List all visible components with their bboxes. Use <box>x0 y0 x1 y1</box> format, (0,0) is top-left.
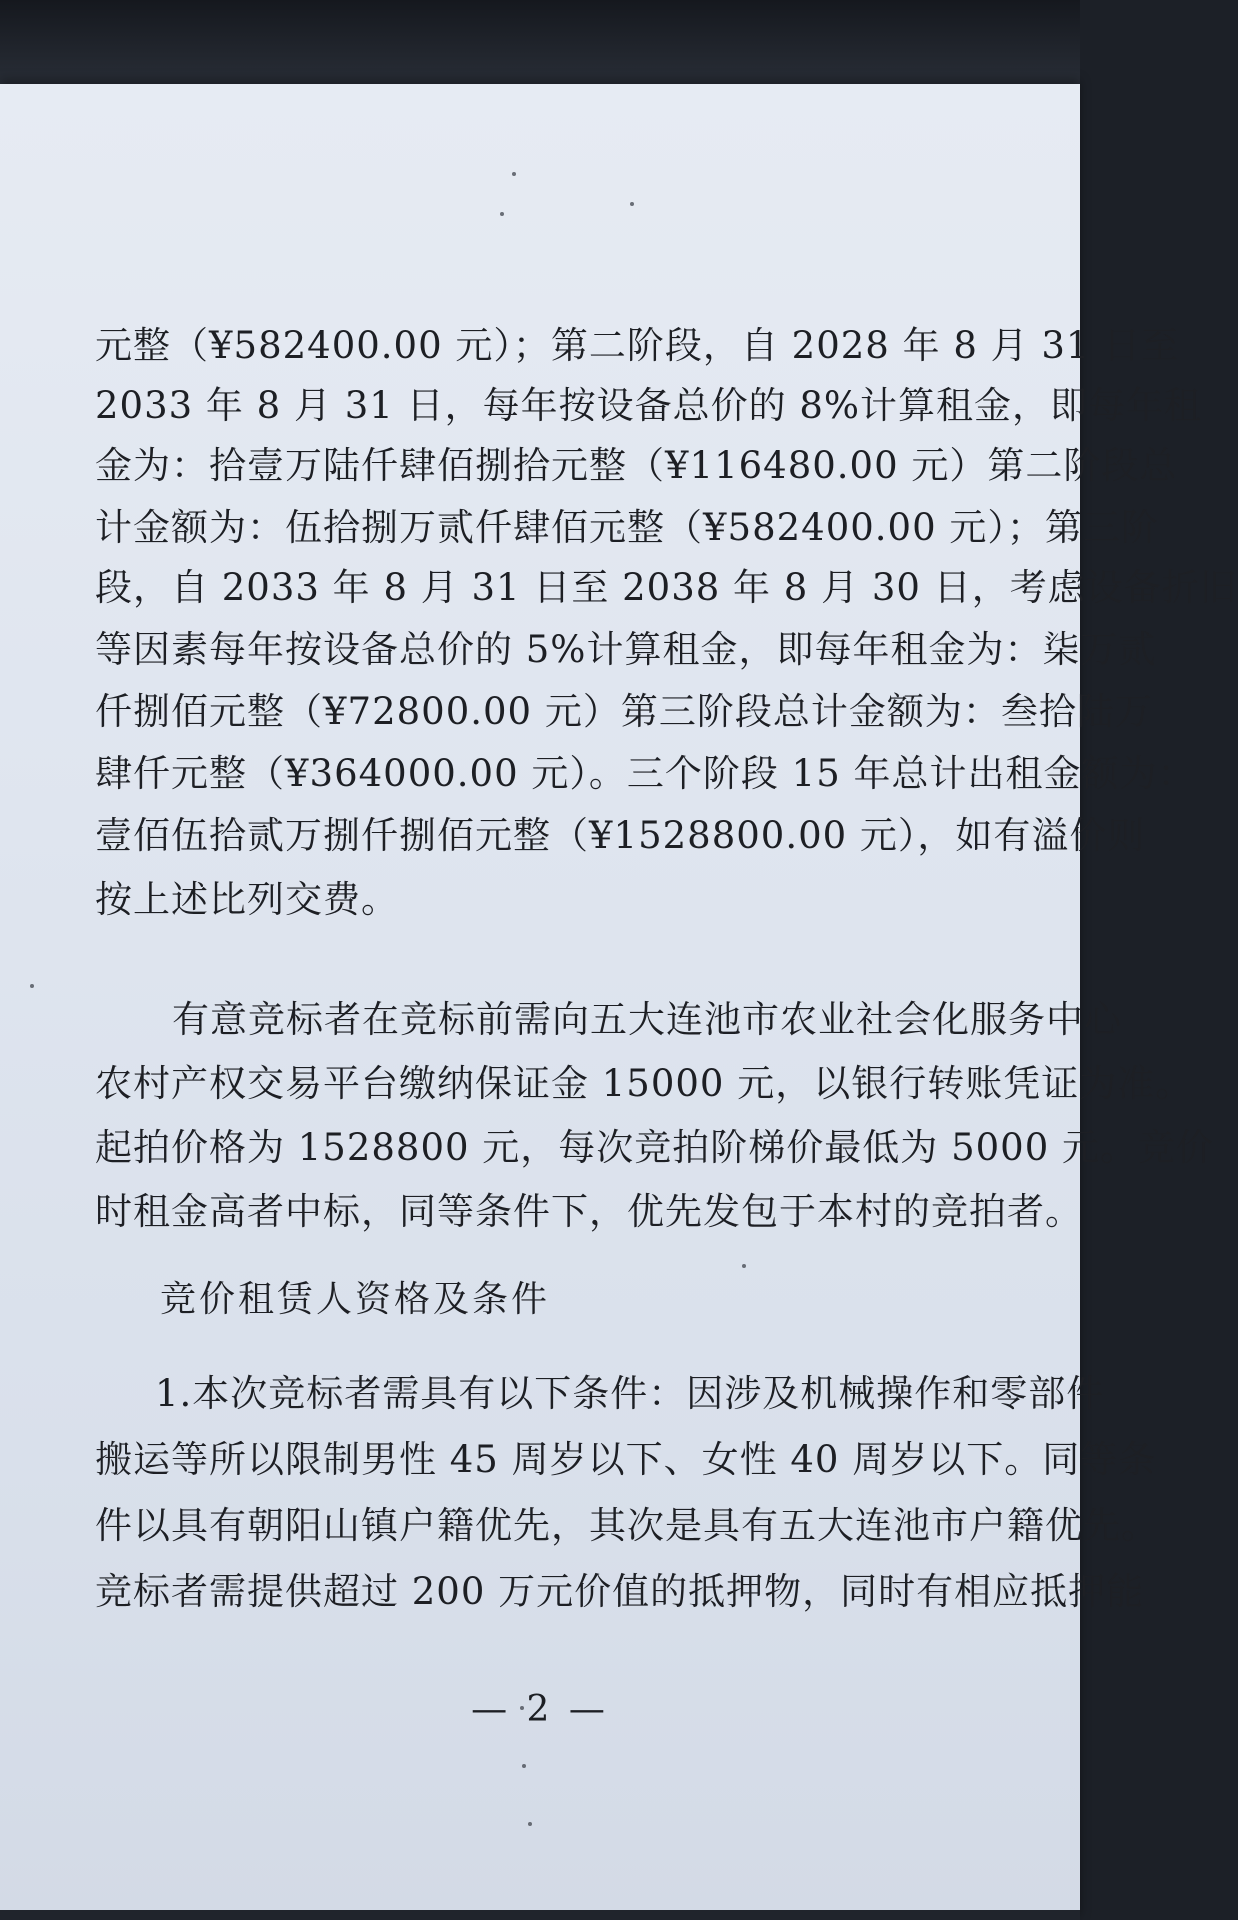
paper-speck <box>512 172 516 176</box>
text-line: 搬运等所以限制男性 45 周岁以下、女性 40 周岁以下。同等条 <box>95 1438 1157 1481</box>
paper-speck <box>630 202 634 206</box>
background-top-edge <box>0 0 1080 90</box>
paper-speck <box>500 212 504 216</box>
text-line: 农村产权交易平台缴纳保证金 15000 元，以银行转账凭证为准。 <box>95 1062 1194 1105</box>
text-line: 竞标者需提供超过 200 万元价值的抵押物，同时有相应抵押能 <box>95 1570 1145 1613</box>
text-line: 仟捌佰元整（¥72800.00 元）第三阶段总计金额为：叁拾陆万 <box>95 690 1153 733</box>
text-line: 壹佰伍拾贰万捌仟捌佰元整（¥1528800.00 元），如有溢价则 <box>95 814 1146 857</box>
text-line: 计金额为：伍拾捌万贰仟肆佰元整（¥582400.00 元）；第三阶 <box>95 506 1159 549</box>
text-line: 2033 年 8 月 31 日，每年按设备总价的 8%计算租金，即每年租 <box>95 384 1203 427</box>
text-line: 起拍价格为 1528800 元，每次竞拍阶梯价最低为 5000 元。竞价 <box>95 1126 1214 1169</box>
text-line: 件以具有朝阳山镇户籍优先，其次是具有五大连池市户籍优先。 <box>95 1504 1159 1547</box>
paper-speck <box>528 1822 532 1826</box>
paper-speck <box>522 1764 526 1768</box>
page-number: — 2 — <box>471 1689 609 1730</box>
text-line: 肆仟元整（¥364000.00 元）。三个阶段 15 年总计出租金额为： <box>95 752 1196 795</box>
text-line: 时租金高者中标，同等条件下，优先发包于本村的竞拍者。 <box>95 1190 1083 1233</box>
text-line: 金为：拾壹万陆仟肆佰捌拾元整（¥116480.00 元）第二阶段总 <box>95 444 1178 487</box>
section-heading: 竞价租赁人资格及条件 <box>160 1279 551 1320</box>
text-line: 按上述比列交费。 <box>95 878 399 921</box>
text-line: 等因素每年按设备总价的 5%计算租金，即每年租金为：柒万贰 <box>95 628 1157 671</box>
text-line: 段，自 2033 年 8 月 31 日至 2038 年 8 月 30 日，考虑设备折旧 <box>95 566 1238 609</box>
paper-speck <box>742 1264 746 1268</box>
text-line: 1.本次竞标者需具有以下条件：因涉及机械操作和零部件 <box>155 1372 1105 1415</box>
paper-speck <box>30 984 34 988</box>
text-line: 有意竞标者在竞标前需向五大连池市农业社会化服务中心 <box>172 998 1122 1041</box>
background-bottom-edge <box>0 1910 1080 1920</box>
text-line: 元整（¥582400.00 元）；第二阶段，自 2028 年 8 月 31 日至 <box>95 324 1180 367</box>
